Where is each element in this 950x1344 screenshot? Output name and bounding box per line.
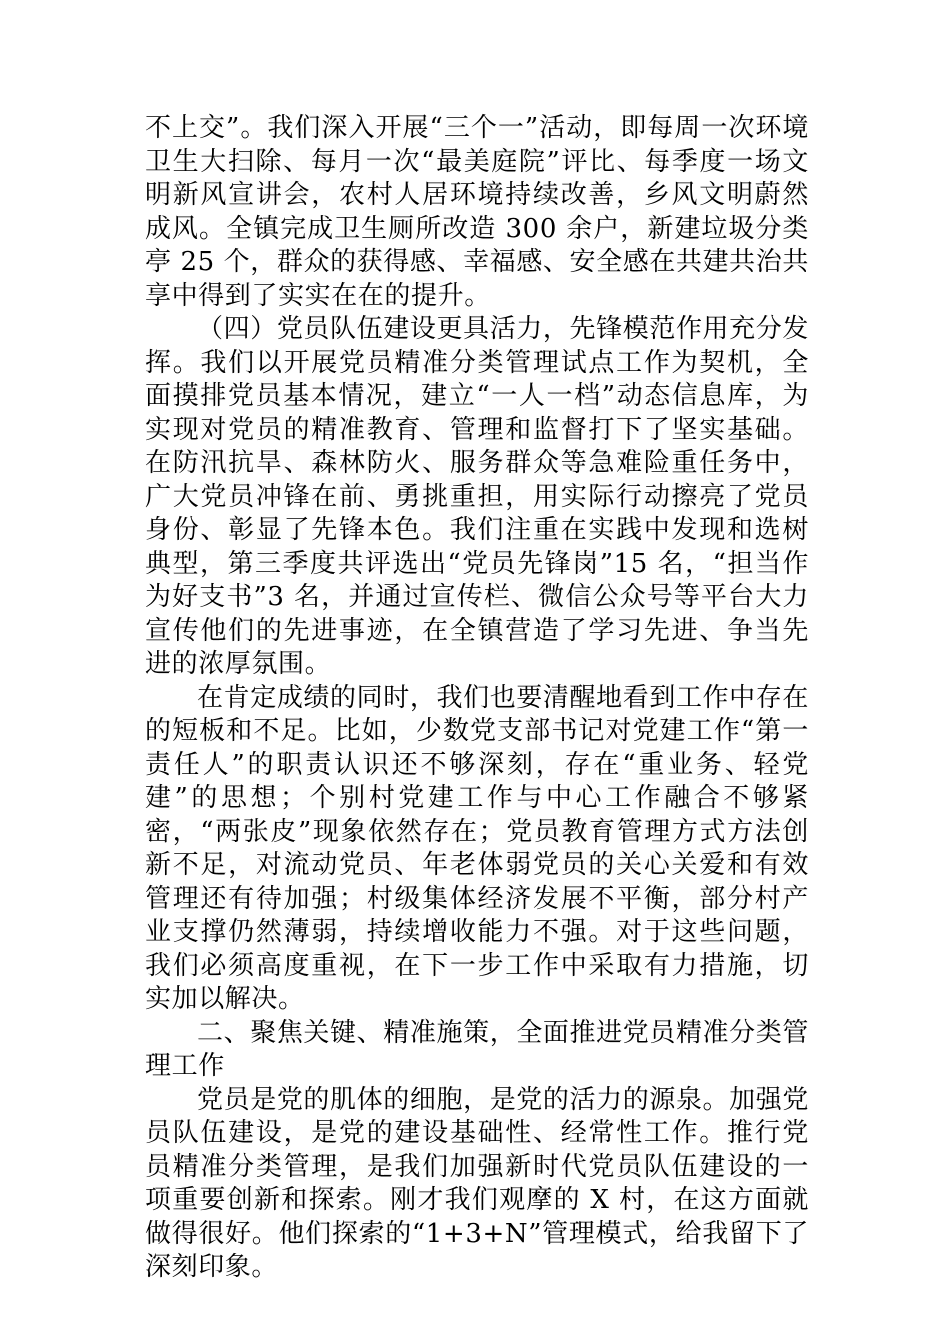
- document-body: [145, 112, 809, 1285]
- paragraph-environment-improvement: 不上交”。我们深入开展“三个一”活动，即每周一次环境卫生大扫除、每月一次“最美庭院”评比、每季度一场文明新风宣讲会，农村人居环境持续改善，乡风文明蔚然成风。全镇完成卫生厕所改造 300 余户，新建垃圾分类亭 25 个，群众的获得感、幸福感、安全感在共建共治共享中得到了实实在在的提升。: [145, 113, 809, 311]
- paragraph-shortcomings: 在肯定成绩的同时，我们也要清醒地看到工作中存在的短板和不足。比如，少数党支部书记对党建工作“第一责任人”的职责认识还不够深刻，存在“重业务、轻党建”的思想；个别村党建工作与中心工作融合不够紧密，“两张皮”现象依然存在；党员教育管理方式方法创新不足，对流动党员、年老体弱党员的关心关爱和有效管理还有待加强；村级集体经济发展不平衡，部分村产业支撑仍然薄弱，持续增收能力不强。对于这些问题，我们必须高度重视，在下一步工作中采取有力措施，切实加以解决。: [145, 682, 809, 1014]
- paragraph-precise-management: 党员是党的肌体的细胞，是党的活力的源泉。加强党员队伍建设，是党的建设基础性、经常性工作。推行党员精准分类管理，是我们加强新时代党员队伍建设的一项重要创新和探索。刚才我们观摩的 X 村，在这方面就做得很好。他们探索的“1+3+N”管理模式，给我留下了深刻印象。: [145, 1084, 809, 1282]
- paragraph-party-member-team: （四）党员队伍建设更具活力，先锋模范作用充分发挥。我们以开展党员精准分类管理试点工作为契机，全面摸排党员基本情况，建立“一人一档”动态信息库，为实现对党员的精准教育、管理和监督打下了坚实基础。在防汛抗旱、森林防火、服务群众等急难险重任务中，广大党员冲锋在前、勇挑重担，用实际行动擦亮了党员身份、彰显了先锋本色。我们注重在实践中发现和选树典型，第三季度共评选出“党员先锋岗”15 名，“担当作为好支书”3 名，并通过宣传栏、微信公众号等平台大力宣传他们的先进事迹，在全镇营造了学习先进、争当先进的浓厚氛围。: [145, 314, 809, 679]
- section-heading-two: 二、聚焦关键、精准施策，全面推进党员精准分类管理工作: [145, 1017, 809, 1081]
